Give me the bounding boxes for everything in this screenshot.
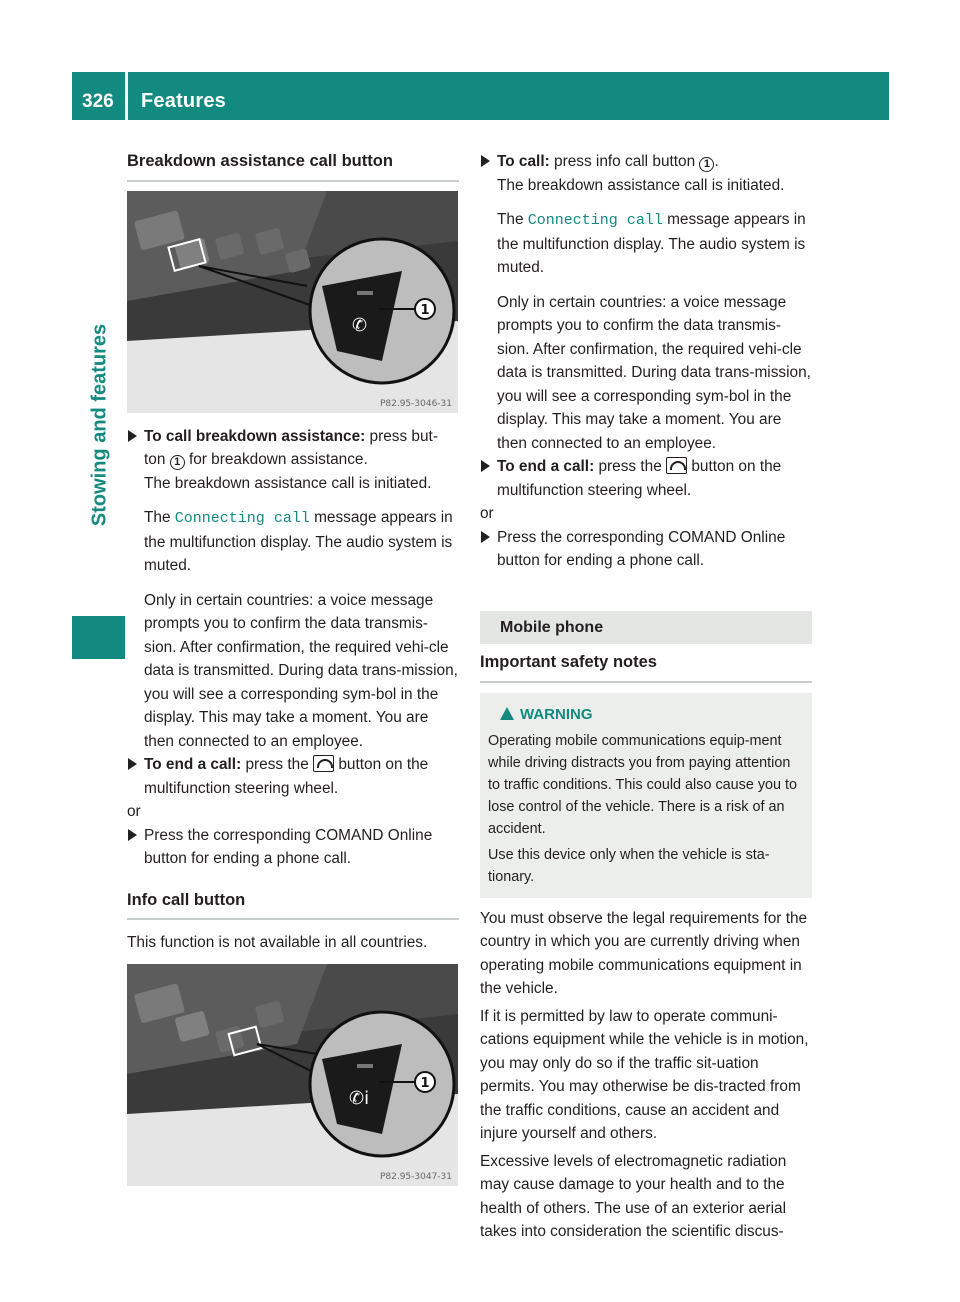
message-post: message appears in the multifunction display. The audio system is muted. [144, 509, 453, 574]
message-text [127, 506, 459, 578]
breakdown-figure [127, 191, 458, 413]
figure-code: P82.95-3046-31 [379, 398, 452, 409]
step-call-breakdown [127, 425, 459, 472]
step-text: press but-ton [144, 427, 438, 468]
arrow-right-icon [128, 829, 137, 841]
initiated-text: The breakdown assistance call is initiated. [144, 474, 432, 492]
step-label: To end a call: [144, 756, 242, 773]
step-end-call [480, 455, 812, 502]
warning-title [488, 704, 804, 726]
or-text: or [480, 505, 494, 522]
warning-label: WARNING [520, 705, 593, 723]
info-illustration [127, 964, 458, 1186]
step-label: To end a call: [497, 458, 595, 475]
body-paragraph: If it is permitted by law to operate communi-cations equipment while the vehicle is in motion, you may only do so if the traffic sit-uation permits. You may otherwise be dis-tracted from the traffic conditions, cause an accident and injure yourself and others. [480, 1007, 809, 1142]
message-pre: The [144, 509, 175, 526]
warning-text: Operating mobile communications equip-ment while driving distracts you from paying attention to traffic conditions. This could also cause you to lose control of the vehicle. There is a risk of an accident. [488, 732, 798, 837]
safety-notes-heading: Important safety notes [480, 651, 812, 683]
figure-code: P82.95-3047-31 [379, 1171, 452, 1182]
message-text [480, 208, 812, 280]
step-text: press info call button [549, 153, 700, 170]
left-column [127, 150, 459, 1186]
display-message: Connecting call [527, 212, 663, 229]
svg-text:✆i: ✆i [349, 1087, 370, 1109]
body-paragraph: You must observe the legal requirements for the country in which you are currently driving when operating mobile communications equipment in the vehicle. [480, 909, 808, 997]
display-message: Connecting call [174, 510, 310, 527]
warning-triangle-icon [500, 707, 514, 720]
arrow-right-icon [481, 460, 490, 472]
step-text: press the [594, 458, 667, 475]
mobile-phone-heading: Mobile phone [480, 611, 812, 645]
page-number: 326 [82, 91, 114, 112]
step-comand [127, 824, 459, 871]
countries-text: Only in certain countries: a voice message prompts you to confirm the data transmis-sion. After confirmation, the required vehi-cle data is transmitted. During data trans-mission, you will see a corresponding sym-bol in the display. This may take a moment. You are then connected to an employee. [144, 591, 458, 750]
figure-callout: 1 [420, 302, 430, 318]
warning-text: Use this device only when the vehicle is sta-tionary. [488, 846, 770, 885]
side-tab-label: Stowing and features [88, 323, 111, 527]
warning-box [480, 693, 812, 898]
figure-callout: 1 [420, 1075, 430, 1091]
step-info-call [480, 150, 812, 174]
info-heading: Info call button [127, 889, 459, 921]
page-title: Features [141, 90, 226, 112]
side-tab-block [72, 616, 125, 659]
step-text: Press the corresponding COMAND Online button for ending a phone call. [144, 826, 433, 867]
countries-text: Only in certain countries: a voice message prompts you to confirm the data transmis-sion. After confirmation, the required vehi-cle data is transmitted. During data trans-mission, you will see a corresponding sym-bol in the display. This may take a moment. You are then connected to an employee. [497, 293, 811, 452]
step-text: button on the multifunction steering wheel. [497, 458, 782, 499]
arrow-right-icon [481, 531, 490, 543]
arrow-right-icon [481, 155, 490, 167]
step-text: button on the multifunction steering wheel. [144, 756, 429, 797]
or-text: or [127, 803, 141, 820]
svg-text:✆: ✆ [352, 314, 368, 336]
arrow-right-icon [128, 430, 137, 442]
message-post: message appears in the multifunction display. The audio system is muted. [497, 211, 806, 276]
breakdown-heading: Breakdown assistance call button [127, 150, 459, 182]
callout-1-icon: 1 [699, 157, 714, 172]
message-pre: The [497, 211, 528, 228]
info-note: This function is not available in all countries. [127, 934, 428, 951]
step-label: To call: [497, 153, 550, 170]
step-text: . [714, 153, 719, 170]
right-column [480, 150, 812, 1244]
step-text: press the [241, 756, 314, 773]
step-text: for breakdown assistance. [184, 451, 368, 468]
body-paragraph: Excessive levels of electromagnetic radiation may cause damage to your health and to the health of others. The use of an exterior aerial takes into consideration the scientific discus- [480, 1152, 787, 1240]
breakdown-illustration [127, 191, 458, 413]
info-figure [127, 964, 458, 1186]
phone-hangup-icon [313, 755, 334, 772]
step-comand [480, 526, 812, 573]
arrow-right-icon [128, 758, 137, 770]
callout-1-icon: 1 [170, 455, 185, 470]
step-end-call [127, 753, 459, 800]
side-tab [90, 240, 110, 610]
phone-hangup-icon [666, 457, 687, 474]
initiated-text: The breakdown assistance call is initiated. [497, 176, 785, 194]
step-text: Press the corresponding COMAND Online button for ending a phone call. [497, 528, 786, 569]
step-label: To call breakdown assistance: [144, 427, 366, 445]
header-divider [125, 72, 128, 120]
